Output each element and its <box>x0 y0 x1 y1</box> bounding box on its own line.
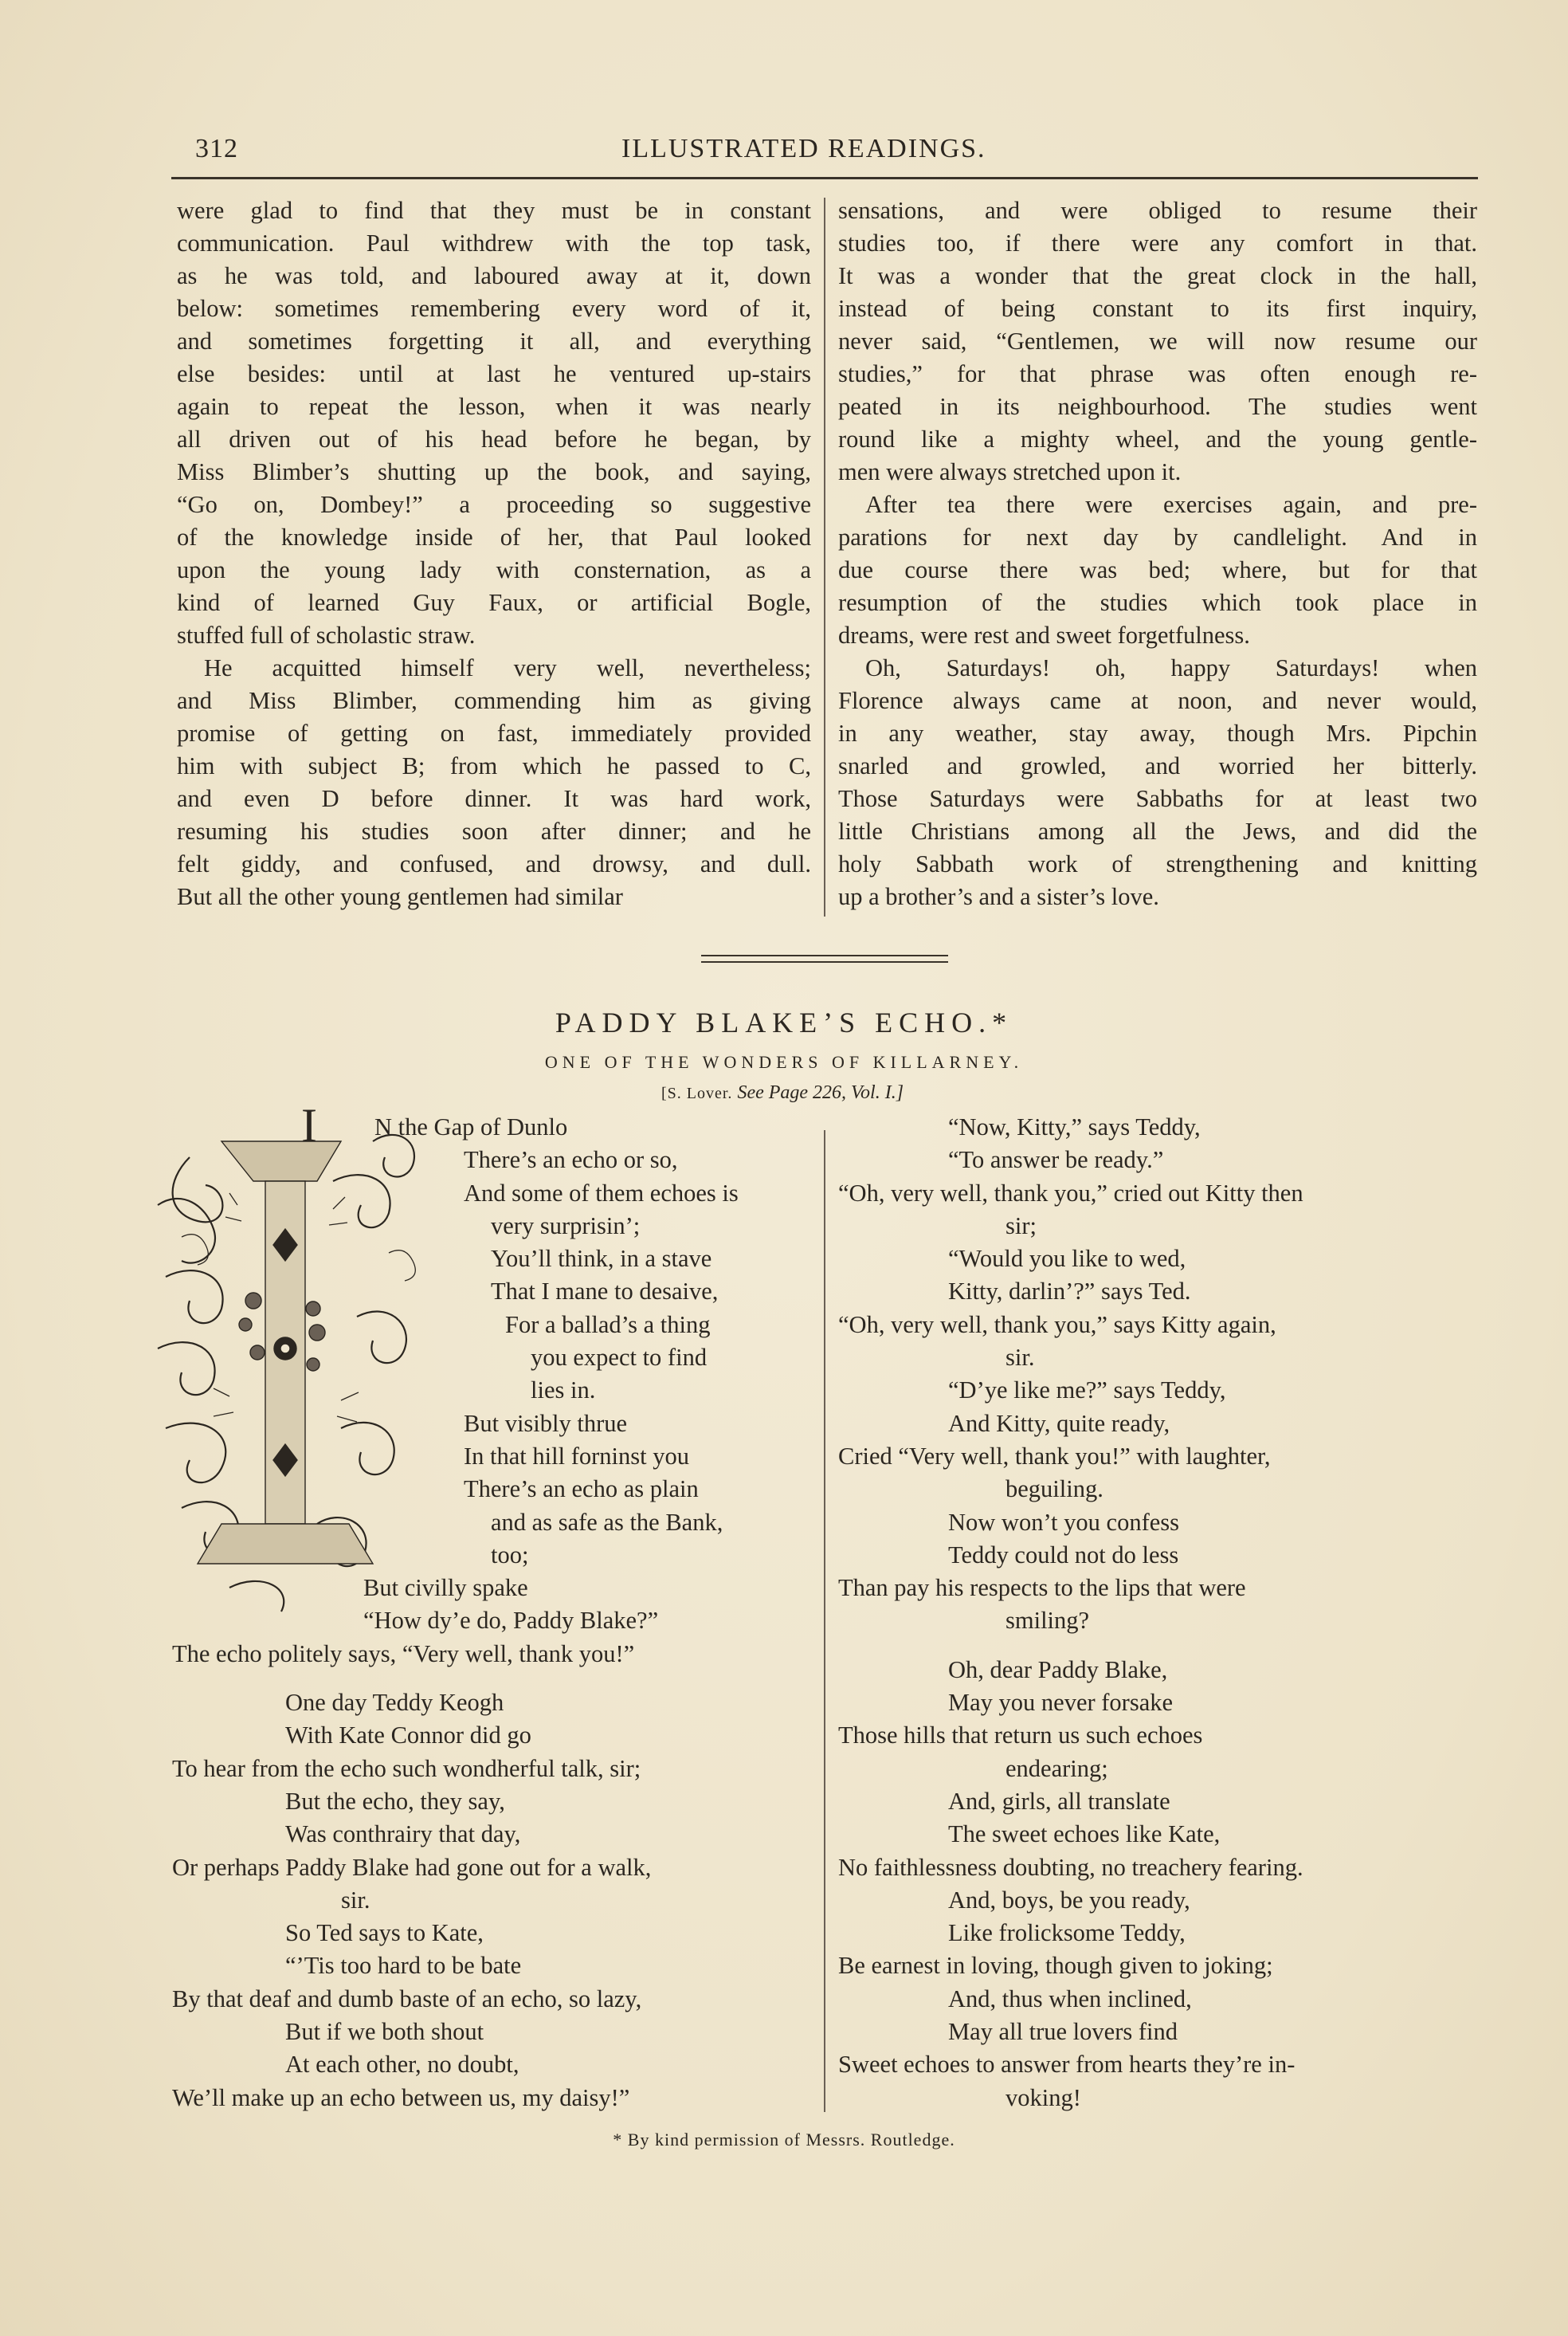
poem-line: And, boys, be you ready, <box>948 1886 1190 1914</box>
poem-line: “To answer be ready.” <box>948 1146 1164 1174</box>
poem-line: Was conthrairy that day, <box>285 1820 521 1848</box>
text-line: “Go on, Dombey!” a proceeding so suggestive <box>177 491 811 518</box>
poem-line: Sweet echoes to answer from hearts they’re in- <box>838 2051 1296 2079</box>
poem-line: And, thus when inclined, <box>948 1985 1192 2012</box>
poem-line: “Would you like to wed, <box>948 1245 1186 1273</box>
text-line: felt giddy, and confused, and drowsy, and dull. <box>177 850 811 877</box>
poem-line: N the Gap of Dunlo <box>374 1113 568 1141</box>
text-line: dreams, were rest and sweet forgetfulness. <box>838 622 1250 649</box>
column-divider <box>824 198 825 917</box>
text-line: studies too, if there were any comfort in that. <box>838 230 1477 257</box>
paragraph <box>177 652 811 913</box>
poem-line: And some of them echoes is <box>464 1179 739 1207</box>
poem-line: But the echo, they say, <box>285 1787 505 1815</box>
poem-line: That I mane to desaive, <box>491 1278 719 1305</box>
poem-line: Those hills that return us such echoes <box>838 1722 1203 1749</box>
text-line: and even D before dinner. It was hard work, <box>177 785 811 812</box>
text-line: all driven out of his head before he began, by <box>177 426 811 453</box>
poem-line: To hear from the echo such wondherful talk, sir; <box>172 1754 641 1782</box>
page-number: 312 <box>195 134 238 163</box>
poem-title: PADDY BLAKE’S ECHO.* <box>555 1007 1013 1038</box>
poem-line: Than pay his respects to the lips that were <box>838 1574 1246 1602</box>
poem-line: With Kate Connor did go <box>285 1722 531 1749</box>
text-line: He acquitted himself very well, nevertheless; <box>204 654 811 681</box>
text-line: peated in its neighbourhood. The studies went <box>838 393 1477 420</box>
poem-line: In that hill forninst you <box>464 1442 689 1470</box>
running-title: ILLUSTRATED READINGS. <box>621 134 986 163</box>
poem-line: too; <box>491 1541 529 1568</box>
poem-line: By that deaf and dumb baste of an echo, so lazy, <box>172 1985 642 2012</box>
text-line: resumption of the studies which took place in <box>838 589 1477 616</box>
poem-line: “Oh, very well, thank you,” says Kitty again, <box>838 1310 1276 1338</box>
poem-line: At each other, no doubt, <box>285 2051 519 2079</box>
text-line: Miss Blimber’s shutting up the book, and saying, <box>177 458 811 485</box>
poem-line: But civilly spake <box>363 1574 528 1602</box>
text-line: It was a wonder that the great clock in the hall, <box>838 262 1477 289</box>
text-line: Those Saturdays were Sabbaths for at least two <box>838 785 1477 812</box>
text-line: communication. Paul withdrew with the top task, <box>177 230 811 257</box>
section-rule-bottom <box>701 961 948 963</box>
poem-line: “Oh, very well, thank you,” cried out Kitty then <box>838 1179 1303 1207</box>
running-header <box>195 134 1462 175</box>
text-line: due course there was bed; where, but for that <box>838 556 1477 583</box>
poem-line: “’Tis too hard to be bate <box>285 1952 522 1980</box>
text-line: snarled and growled, and worried her bitterly. <box>838 752 1477 779</box>
text-line: and Miss Blimber, commending him as giving <box>177 687 811 714</box>
text-line: never said, “Gentlemen, we will now resume our <box>838 328 1477 355</box>
poem-line: The sweet echoes like Kate, <box>948 1820 1221 1848</box>
poem-line: May all true lovers find <box>948 2018 1178 2046</box>
poem-line: May you never forsake <box>948 1689 1174 1717</box>
text-line: Florence always came at noon, and never would, <box>838 687 1477 714</box>
poem-line: But visibly thrue <box>464 1409 628 1437</box>
prose-column-right <box>838 194 1477 913</box>
paragraph <box>838 194 1477 489</box>
paragraph <box>838 489 1477 652</box>
poem-line: So Ted says to Kate, <box>285 1919 484 1947</box>
text-line: studies,” for that phrase was often enough re- <box>838 360 1477 387</box>
text-line: instead of being constant to its first inquiry, <box>838 295 1477 322</box>
text-line: below: sometimes remembering every word of it, <box>177 295 811 322</box>
text-line: of the knowledge inside of her, that Paul looked <box>177 524 811 551</box>
stanza-break <box>838 1638 1482 1654</box>
text-line: upon the young lady with consternation, as a <box>177 556 811 583</box>
poem-line: and as safe as the Bank, <box>491 1508 723 1536</box>
poem-line: sir. <box>341 1886 370 1914</box>
text-line: little Christians among all the Jews, and did the <box>838 818 1477 845</box>
initial-letter: I <box>301 1109 317 1152</box>
text-line: as he was told, and laboured away at it, down <box>177 262 811 289</box>
poem-line: very surprisin’; <box>491 1211 641 1239</box>
poem-line: Teddy could not do less <box>948 1541 1179 1568</box>
poem-line: beguiling. <box>1005 1475 1103 1503</box>
footnote: * By kind permission of Messrs. Routledge. <box>613 2130 955 2150</box>
poem-line: “How dy’e do, Paddy Blake?” <box>363 1607 659 1635</box>
text-line: stuffed full of scholastic straw. <box>177 622 476 649</box>
poem-line: sir. <box>1005 1344 1035 1372</box>
paragraph <box>838 652 1477 913</box>
poem-line: “D’ye like me?” says Teddy, <box>948 1376 1226 1404</box>
text-line: After tea there were exercises again, and pre- <box>865 491 1477 518</box>
poem-line: Or perhaps Paddy Blake had gone out for a walk, <box>172 1853 652 1881</box>
prose-column-left <box>177 194 811 913</box>
text-line: promise of getting on fast, immediately provided <box>177 720 811 747</box>
text-line: sensations, and were obliged to resume their <box>838 197 1477 224</box>
text-line: again to repeat the lesson, when it was nearly <box>177 393 811 420</box>
poem-line: Like frolicksome Teddy, <box>948 1919 1186 1947</box>
poem-line: You’ll think, in a stave <box>491 1245 712 1273</box>
text-line: Oh, Saturdays! oh, happy Saturdays! when <box>865 654 1477 681</box>
poem-reference <box>661 1082 904 1104</box>
poem-column-divider <box>824 1130 825 2112</box>
poem-line: Oh, dear Paddy Blake, <box>948 1655 1168 1683</box>
poem-author: [S. Lover. <box>661 1085 733 1102</box>
section-rule-top <box>701 955 948 956</box>
poem-line: voking! <box>1005 2083 1081 2111</box>
poem-line: There’s an echo as plain <box>464 1475 699 1503</box>
poem-line: Now won’t you confess <box>948 1508 1180 1536</box>
text-line: But all the other young gentlemen had similar <box>177 883 623 910</box>
poem-line: No faithlessness doubting, no treachery fearing. <box>838 1853 1303 1881</box>
text-line: were glad to find that they must be in constant <box>177 197 811 224</box>
poem-line: “Now, Kitty,” says Teddy, <box>948 1113 1201 1141</box>
poem-column-left <box>172 1111 819 2114</box>
poem-column-right <box>838 1111 1482 2114</box>
text-line: men were always stretched upon it. <box>838 458 1182 485</box>
text-line: round like a mighty wheel, and the young gentle- <box>838 426 1477 453</box>
poem-line: And, girls, all translate <box>948 1787 1170 1815</box>
poem-line: lies in. <box>531 1376 596 1404</box>
text-line: holy Sabbath work of strengthening and knitting <box>838 850 1477 877</box>
poem-line: sir; <box>1005 1211 1037 1239</box>
paragraph <box>177 194 811 652</box>
poem-line: But if we both shout <box>285 2018 484 2046</box>
poem-line: Cried “Very well, thank you!” with laughter, <box>838 1442 1271 1470</box>
poem-subtitle: ONE OF THE WONDERS OF KILLARNEY. <box>544 1052 1024 1072</box>
poem-line: endearing; <box>1005 1754 1108 1782</box>
text-line: parations for next day by candlelight. And in <box>838 524 1477 551</box>
header-rule <box>171 177 1478 179</box>
text-line: else besides: until at last he ventured up-stairs <box>177 360 811 387</box>
poem-line: Be earnest in loving, though given to joking; <box>838 1952 1273 1980</box>
text-line: resuming his studies soon after dinner; and he <box>177 818 811 845</box>
poem-line: We’ll make up an echo between us, my daisy!” <box>172 2083 630 2111</box>
stanza-break <box>172 1671 819 1686</box>
poem-line: One day Teddy Keogh <box>285 1689 504 1717</box>
text-line: and sometimes forgetting it all, and everything <box>177 328 811 355</box>
poem-line: There’s an echo or so, <box>464 1146 678 1174</box>
text-line: in any weather, stay away, though Mrs. Pipchin <box>838 720 1477 747</box>
text-line: him with subject B; from which he passed to C, <box>177 752 811 779</box>
poem-line: Kitty, darlin’?” says Ted. <box>948 1278 1191 1305</box>
poem-page-ref: See Page 226, Vol. I.] <box>737 1082 904 1103</box>
poem-line: you expect to find <box>531 1344 708 1372</box>
text-line: kind of learned Guy Faux, or artificial Bogle, <box>177 589 811 616</box>
text-line: up a brother’s and a sister’s love. <box>838 883 1159 910</box>
poem-line: And Kitty, quite ready, <box>948 1409 1170 1437</box>
poem-line: smiling? <box>1005 1607 1090 1635</box>
poem-line: The echo politely says, “Very well, thank you!” <box>172 1639 635 1667</box>
poem-line: For a ballad’s a thing <box>505 1310 711 1338</box>
